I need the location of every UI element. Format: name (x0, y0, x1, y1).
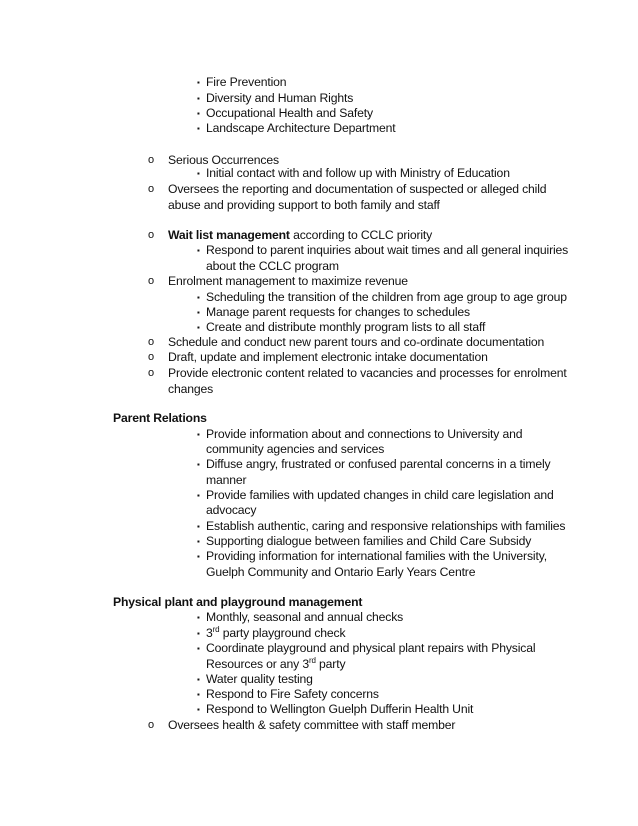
oversees-reporting-line2: abuse and providing support to both family and staff (168, 198, 440, 212)
draft-update-item: Draft, update and implement electronic intake documentation (168, 350, 488, 364)
square-bullet: ▪ (197, 109, 200, 118)
list-item-diversity: Diversity and Human Rights (206, 91, 354, 105)
parent-relations-item: Providing information for international families with the University, (206, 549, 547, 563)
enrolment-management: Enrolment management to maximize revenue (168, 274, 408, 288)
square-bullet: ▪ (197, 124, 200, 133)
respond-inquiries-line1: Respond to parent inquiries about wait times and all general inquiries (206, 243, 569, 257)
coordinate-repairs-line1: Coordinate playground and physical plant repairs with Physical (206, 641, 536, 655)
fire-safety-item: Respond to Fire Safety concerns (206, 687, 379, 701)
parent-relations-item: Diffuse angry, frustrated or confused parental concerns in a timely (206, 457, 551, 471)
serious-occurrences: Serious Occurrences (168, 153, 279, 167)
parent-relations-item-cont: manner (206, 473, 247, 487)
coordinate-repairs-line2 (206, 657, 345, 672)
square-bullet: ▪ (197, 323, 200, 332)
coordinate-repairs-post: party (315, 657, 346, 671)
square-bullet: ▪ (197, 522, 200, 531)
square-bullet: ▪ (197, 629, 200, 638)
circle-bullet: o (148, 719, 155, 731)
square-bullet: ▪ (197, 460, 200, 469)
square-bullet: ▪ (197, 78, 200, 87)
electronic-content-line1: Provide electronic content related to vacancies and processes for enrolment (168, 366, 567, 380)
square-bullet: ▪ (197, 491, 200, 500)
parent-relations-item: Provide families with updated changes in child care legislation and (206, 488, 554, 502)
third-party-rest: party playground check (219, 626, 346, 640)
list-item-landscape: Landscape Architecture Department (206, 121, 396, 135)
parent-relations-item-cont: community agencies and services (206, 442, 385, 456)
square-bullet: ▪ (197, 94, 200, 103)
square-bullet: ▪ (197, 705, 200, 714)
circle-bullet: o (148, 367, 155, 379)
square-bullet: ▪ (197, 675, 200, 684)
third-party-superscript: rd (212, 625, 220, 634)
third-party-check-item (206, 626, 345, 641)
parent-relations-item: Provide information about and connections to University and (206, 427, 523, 441)
square-bullet: ▪ (197, 169, 200, 178)
electronic-content-line2: changes (168, 382, 214, 396)
list-item-occupational-health: Occupational Health and Safety (206, 106, 373, 120)
square-bullet: ▪ (197, 644, 200, 653)
coordinate-repairs-superscript: rd (308, 656, 316, 665)
wellington-item: Respond to Wellington Guelph Dufferin Health Unit (206, 702, 474, 716)
parent-relations-item: Establish authentic, caring and responsive relationships with families (206, 519, 566, 533)
schedule-tours-item: Schedule and conduct new parent tours and co-ordinate documentation (168, 335, 545, 349)
enrolment-item: Create and distribute monthly program lists to all staff (206, 320, 486, 334)
physical-plant-heading: Physical plant and playground management (113, 595, 363, 609)
parent-relations-heading: Parent Relations (113, 411, 207, 425)
parent-relations-item-cont: advocacy (206, 503, 257, 517)
circle-bullet: o (148, 351, 155, 363)
wait-list-rest: according to CCLC priority (289, 228, 433, 242)
coordinate-repairs-pre: Resources or any 3 (206, 657, 309, 671)
square-bullet: ▪ (197, 537, 200, 546)
circle-bullet: o (148, 154, 155, 166)
circle-bullet: o (148, 275, 155, 287)
list-item-fire-prevention: Fire Prevention (206, 75, 287, 89)
circle-bullet: o (148, 183, 155, 195)
enrolment-item: Scheduling the transition of the children from age group to age group (206, 290, 567, 304)
oversees-reporting-line1: Oversees the reporting and documentation of suspected or alleged child (168, 182, 547, 196)
square-bullet: ▪ (197, 293, 200, 302)
square-bullet: ▪ (197, 308, 200, 317)
third-party-number: 3 (206, 626, 213, 640)
respond-inquiries-line2: about the CCLC program (206, 259, 339, 273)
parent-relations-item-cont: Guelph Community and Ontario Early Years Centre (206, 565, 476, 579)
initial-contact-item: Initial contact with and follow up with Ministry of Education (206, 166, 510, 180)
circle-bullet: o (148, 229, 155, 241)
square-bullet: ▪ (197, 430, 200, 439)
water-quality-item: Water quality testing (206, 672, 313, 686)
square-bullet: ▪ (197, 552, 200, 561)
square-bullet: ▪ (197, 246, 200, 255)
square-bullet: ▪ (197, 690, 200, 699)
wait-list-bold: Wait list management (168, 228, 290, 242)
parent-relations-item: Supporting dialogue between families and Child Care Subsidy (206, 534, 532, 548)
circle-bullet: o (148, 336, 155, 348)
wait-list-line (168, 228, 432, 243)
monthly-checks-item: Monthly, seasonal and annual checks (206, 610, 404, 624)
enrolment-item: Manage parent requests for changes to schedules (206, 305, 470, 319)
safety-committee-item: Oversees health & safety committee with staff member (168, 718, 456, 732)
square-bullet: ▪ (197, 613, 200, 622)
